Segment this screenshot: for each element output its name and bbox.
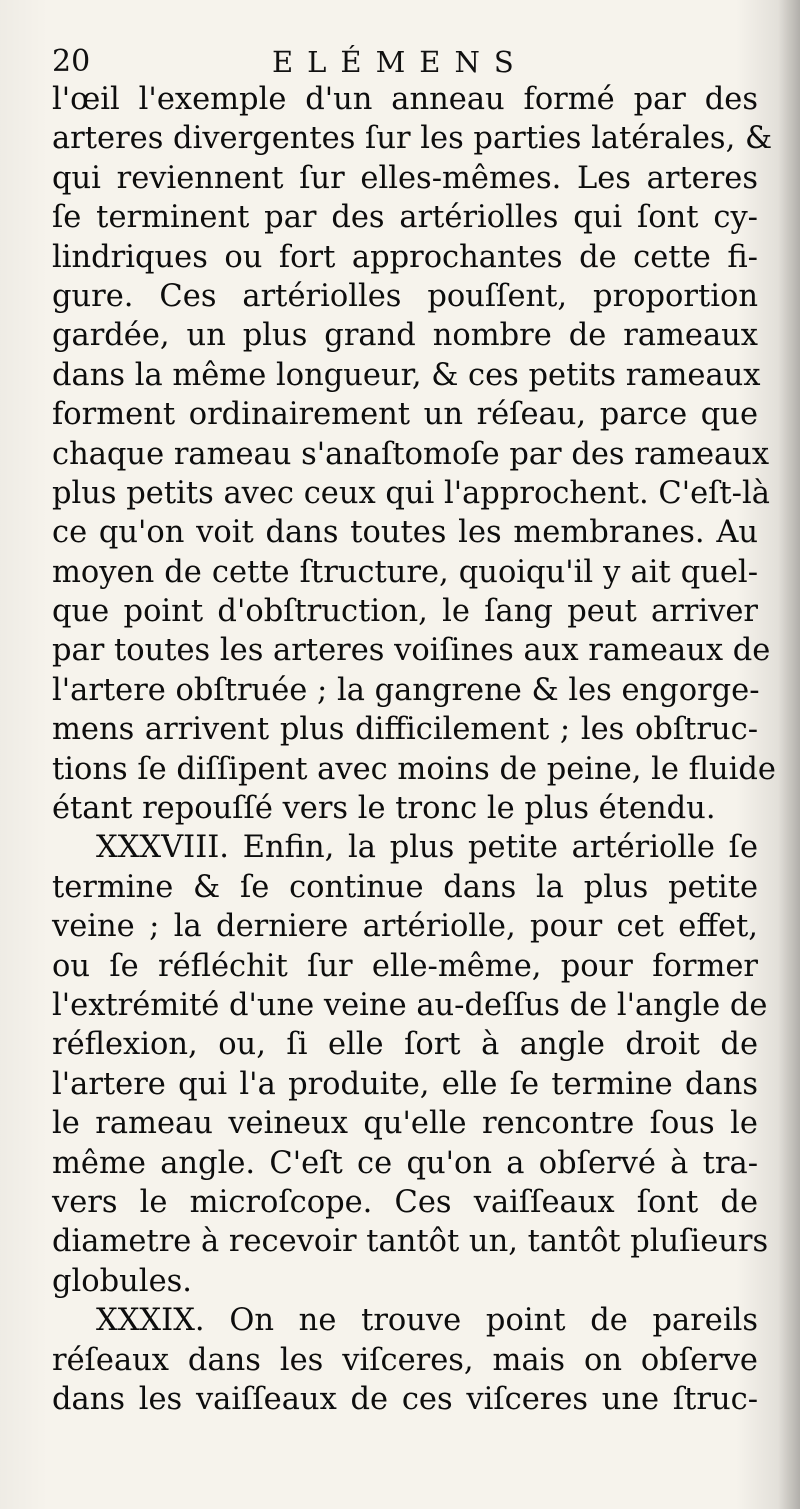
- text-line: le rameau veineux qu'elle rencontre ſous le: [52, 1106, 758, 1142]
- text-line: ou ſe réfléchit ſur elle-même, pour former: [52, 948, 758, 984]
- text-line: même angle. C'eſt ce qu'on a obſervé à tra-: [52, 1145, 758, 1181]
- text-line: termine & ſe continue dans la plus petite: [52, 869, 758, 905]
- body-text: [52, 80, 776, 1419]
- text-line: l'artere qui l'a produite, elle ſe termine dans: [52, 1066, 758, 1102]
- text-line: mens arrivent plus difficilement ; les obſtruc-: [52, 712, 758, 748]
- text-line: vers le microſcope. Ces vaiſſeaux ſont de: [52, 1184, 758, 1220]
- paragraph-xxxix: [52, 1301, 758, 1419]
- text-line: qui reviennent ſur elles-mêmes. Les arteres: [52, 160, 758, 196]
- running-head: ELÉMENS: [272, 45, 528, 79]
- page-edge-shadow: [778, 0, 800, 1509]
- text-line: par toutes les arteres voiſines aux rameaux de: [52, 633, 771, 669]
- text-line: gardée, un plus grand nombre de rameaux: [52, 318, 758, 354]
- paragraph-xxxviii: [52, 828, 769, 1301]
- text-line: plus petits avec ceux qui l'approchent. C'eſt-là: [52, 475, 770, 511]
- text-line: l'extrémité d'une veine au-deſſus de l'angle de: [52, 987, 768, 1023]
- text-line: globules.: [52, 1263, 192, 1299]
- text-line: tions ſe diſſipent avec moins de peine, le fluide: [52, 751, 776, 787]
- text-line: chaque rameau s'anaſtomoſe par des rameaux: [52, 436, 770, 472]
- text-line: arteres divergentes ſur les parties latérales, &: [52, 121, 773, 157]
- text-line: que point d'obſtruction, le ſang peut arriver: [52, 594, 758, 630]
- text-line: XXXVIII. Enfin, la plus petite artériolle ſe: [96, 830, 758, 866]
- text-line: forment ordinairement un réſeau, parce que: [52, 397, 758, 433]
- text-line: réflexion, ou, ſi elle ſort à angle droit de: [52, 1027, 758, 1063]
- text-line: l'artere obſtruée ; la gangrene & les engorge-: [52, 672, 760, 708]
- text-line: réſeaux dans les viſceres, mais on obſerve: [52, 1342, 758, 1378]
- text-line: lindriques ou fort approchantes de cette fi-: [52, 239, 758, 275]
- text-line: gure. Ces artériolles pouſſent, proportion: [52, 278, 758, 314]
- text-line: ce qu'on voit dans toutes les membranes. Au: [52, 515, 758, 551]
- text-line: moyen de cette ſtructure, quoiqu'il y ait quel-: [52, 554, 758, 590]
- text-line: diametre à recevoir tantôt un, tantôt pluſieurs: [52, 1224, 769, 1260]
- text-line: ſe terminent par des artériolles qui ſont cy-: [52, 200, 758, 236]
- page-header: [52, 42, 752, 82]
- text-line: l'œil l'exemple d'un anneau formé par des: [52, 82, 758, 117]
- text-line: étant repouſſé vers le tronc le plus étendu.: [52, 791, 716, 827]
- text-line: XXXIX. On ne trouve point de pareils: [96, 1303, 758, 1339]
- paragraph-continuation: [52, 80, 776, 828]
- text-line: veine ; la derniere artériolle, pour cet effet,: [52, 909, 758, 945]
- page-number: 20: [52, 44, 91, 79]
- text-line: dans la même longueur, & ces petits rameaux: [52, 357, 761, 393]
- text-line: dans les vaiſſeaux de ces viſceres une ſtruc-: [52, 1381, 758, 1417]
